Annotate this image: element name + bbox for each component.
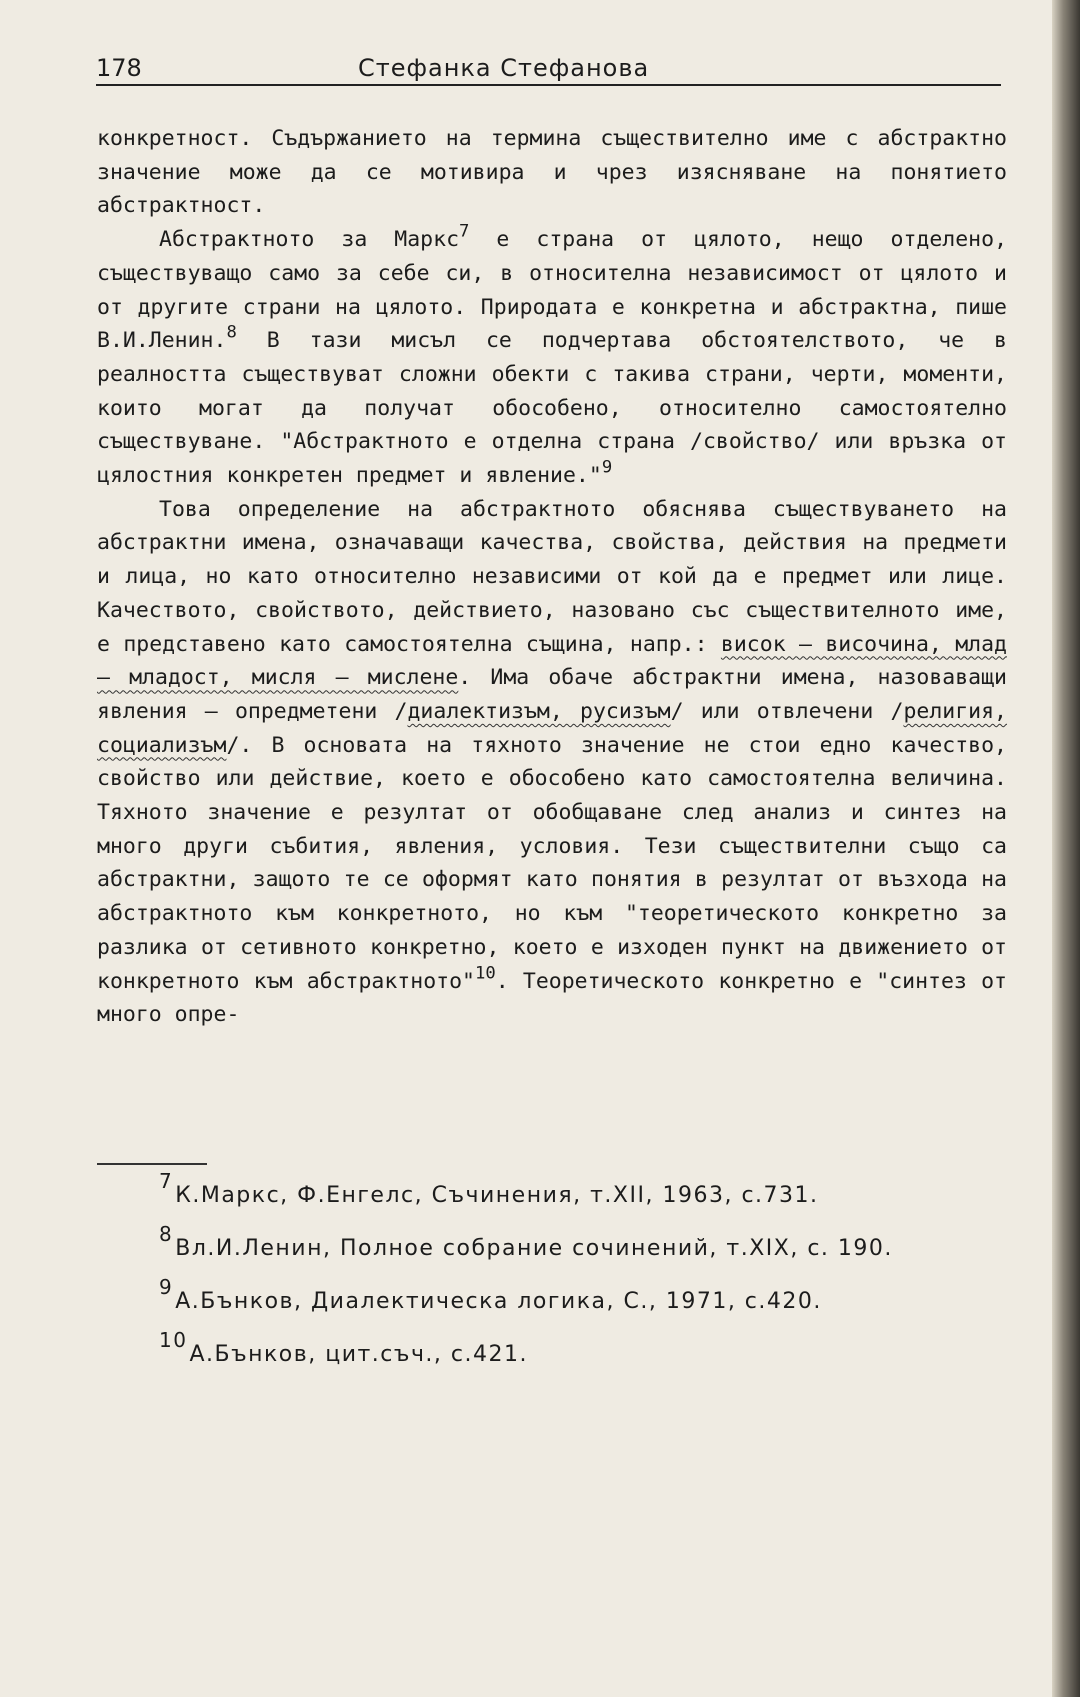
footnote-10: [97, 1328, 997, 1370]
paragraph-1-text: конкретност. Съдържанието на термина съществително име с абстрактно значение може да се мотивира и чрез изясняване на понятието абстрактност.: [97, 126, 1007, 219]
footnote-mark: 8: [159, 1222, 174, 1246]
footnote-text: А.Бънков, цит.съч., с.421.: [189, 1342, 528, 1367]
running-header: [96, 52, 1001, 86]
paragraph-2-text-c: В тази мисъл се подчертава обстоятелството, че в реалността съществуват сложни обекти с такива страни, черти, моменти, които могат да получат обособено, относително самостоятелно съществуване. "Абстрактното е отделна страна /свойство/ или връзка от цялостния конкретен предмет и явление.": [97, 328, 1007, 489]
body-text: [97, 122, 1007, 1032]
footnote-text: Вл.И.Ленин, Полное собрание сочинений, т.XIX, с. 190.: [175, 1236, 893, 1261]
footnote-mark: 9: [159, 1275, 174, 1299]
example-words-2: диалектизъм, русизъм: [407, 698, 671, 724]
footnote-ref-7: 7: [459, 221, 470, 242]
footnote-mark: 10: [159, 1328, 188, 1352]
paragraph-3-text-e: . Теоретическото конкретно е "синтез от много опре-: [97, 968, 1007, 1028]
paragraph-2-text-a: Абстрактното за Маркс: [159, 227, 460, 253]
paragraph-1: [97, 122, 1007, 223]
paragraph-3: [97, 493, 1007, 1032]
footnote-ref-8: 8: [226, 322, 237, 343]
example-words-1: висок – височина, млад – младост, мисля – мислене: [97, 631, 1007, 691]
footnote-text: К.Маркс, Ф.Енгелс, Съчинения, т.XII, 1963, с.731.: [175, 1183, 819, 1208]
running-title: Стефанка Стефанова: [358, 54, 650, 82]
footnote-text: А.Бънков, Диалектическа логика, С., 1971, с.420.: [175, 1289, 822, 1314]
footnotes: [97, 1169, 997, 1392]
paragraph-3-text-b: . Има обаче абстрактни имена, назоваващи явления – опредметени /: [97, 665, 1007, 724]
footnote-8: [97, 1222, 997, 1264]
footnote-ref-10: 10: [474, 963, 496, 984]
footnote-divider: [97, 1163, 207, 1165]
paragraph-3-text-c: / или отвлечени /: [670, 698, 904, 724]
footnote-9: [97, 1275, 997, 1317]
paragraph-3-text-d: /. В основата на тяхното значение не стои едно качество, свойство или действие, което е обособено като самостоятелна величина. Тяхното значение е резултат от обобщаване след анализ и синтез на много други събития, явления, условия. Тези съществителни също са абстрактни, защото те се оформят като понятия в резултат от възхода на абстрактното към конкретното, но към "теоретическото конкретно за разлика от сетивното конкретно, което е изходен пункт на движението от конкретното към абстрактното": [97, 732, 1007, 994]
footnote-7: [97, 1169, 997, 1211]
paragraph-3-text-a: Това определение на абстрактното обяснява съществуването на абстрактни имена, означаващи качества, свойства, действия на предмети и лица, но като относително независими от кой да е предмет или лице. Качеството, свойството, действието, назовано със съществителното име, е представено като самостоятелна същина, напр.:: [97, 496, 1007, 657]
paragraph-2: [97, 223, 1007, 493]
paragraph-2-text-b: е страна от цялото, нещо отделено, съществуващо само за себе си, в относителна независимост от цялото и от другите страни на цялото. Природата е конкретна и абстрактна, пише В.И.Ленин.: [97, 227, 1008, 354]
footnote-ref-9: 9: [601, 457, 613, 478]
example-words-3: религия, социализъм: [97, 698, 1007, 758]
page-number: 178: [96, 54, 142, 82]
footnote-mark: 7: [159, 1169, 174, 1193]
book-spine-shadow: [1052, 0, 1080, 1697]
